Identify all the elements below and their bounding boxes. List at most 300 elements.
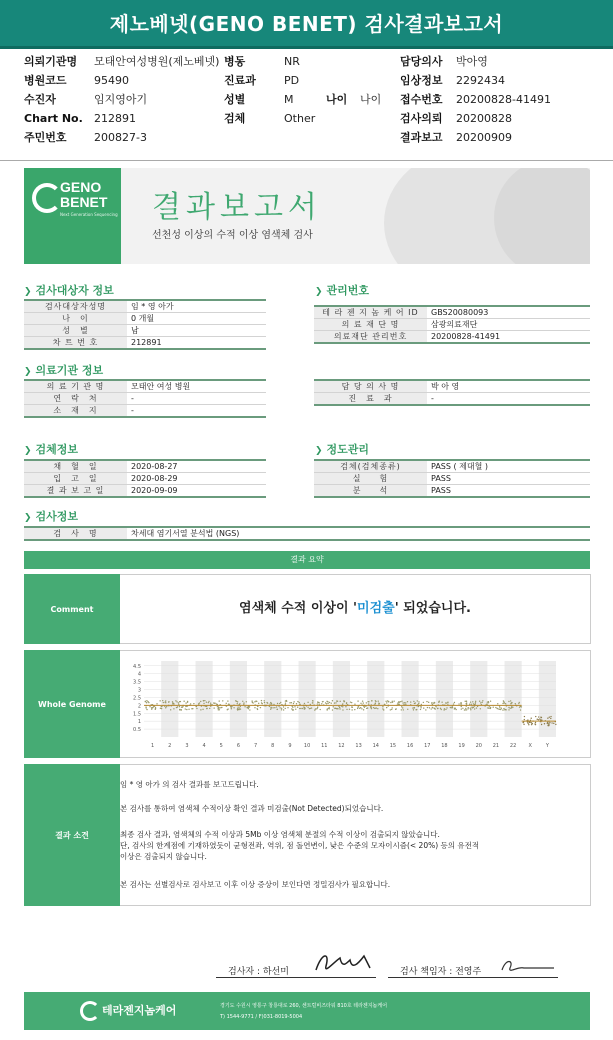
x-tick-label: 4	[202, 743, 206, 749]
data-point	[196, 708, 197, 709]
data-point	[418, 703, 419, 704]
data-point	[208, 702, 209, 703]
data-point	[549, 716, 550, 717]
header-value: 95490	[94, 74, 129, 87]
data-point	[190, 703, 191, 704]
chromosome-band	[196, 661, 213, 737]
data-point	[435, 706, 436, 707]
data-point	[246, 701, 247, 702]
data-point	[429, 707, 430, 708]
data-point	[437, 708, 438, 709]
arrow-icon: ❯	[24, 287, 32, 297]
data-point	[309, 708, 310, 709]
data-point	[400, 701, 401, 702]
x-tick-label: 6	[236, 743, 241, 749]
data-point	[188, 709, 189, 710]
chromosome-band	[367, 661, 384, 737]
data-point	[420, 709, 421, 710]
data-point	[227, 700, 228, 701]
section-institution: ❯ 의료기관 정보	[24, 364, 104, 377]
institution-table	[24, 379, 266, 418]
data-point	[490, 708, 491, 709]
y-tick-label: 4	[137, 671, 141, 678]
data-point	[280, 702, 281, 703]
data-point	[170, 709, 171, 710]
data-point	[239, 707, 240, 708]
data-point	[403, 709, 404, 710]
data-point	[502, 703, 503, 704]
data-point	[237, 706, 238, 707]
data-point	[286, 701, 287, 702]
data-point	[227, 709, 228, 710]
data-point	[304, 707, 305, 708]
data-point	[497, 703, 498, 704]
header-value: M	[284, 93, 294, 106]
data-point	[473, 703, 474, 704]
data-point	[480, 702, 481, 703]
data-point	[407, 701, 408, 702]
data-point	[475, 703, 476, 704]
data-point	[145, 701, 146, 702]
data-point	[147, 701, 148, 702]
table-row	[314, 380, 590, 393]
data-point	[470, 701, 471, 702]
data-point	[299, 702, 300, 703]
data-point	[431, 702, 432, 703]
data-point	[163, 702, 164, 703]
data-point	[423, 707, 424, 708]
data-point	[335, 708, 336, 709]
row-value: 0 개월	[127, 313, 266, 325]
header-value: 20200909	[456, 131, 512, 144]
logo-line2: BENET	[60, 194, 108, 210]
data-point	[349, 709, 350, 710]
header-value: 모태안여성병원(제노베넷)	[94, 55, 220, 68]
data-point	[375, 708, 376, 709]
data-point	[455, 708, 456, 709]
data-point	[509, 708, 510, 709]
data-point	[261, 700, 262, 701]
data-point	[176, 701, 177, 702]
data-point	[179, 709, 180, 710]
data-point	[490, 701, 491, 702]
data-point	[299, 708, 300, 709]
data-point	[555, 724, 556, 725]
data-point	[471, 707, 472, 708]
data-point	[527, 721, 528, 722]
data-point	[161, 708, 162, 709]
header-label: 병동	[224, 55, 246, 68]
data-point	[503, 708, 504, 709]
data-point	[500, 709, 501, 710]
arrow-icon: ❯	[24, 446, 32, 456]
data-point	[149, 706, 150, 707]
data-point	[502, 709, 503, 710]
data-point	[243, 704, 244, 705]
data-point	[550, 718, 551, 719]
row-value: PASS	[427, 485, 590, 498]
data-point	[351, 706, 352, 707]
table-row	[314, 473, 590, 485]
data-point	[342, 706, 343, 707]
data-point	[161, 706, 162, 707]
opinion-line: 본 검사는 선별검사로 검사보고 이후 이상 증상이 보인다면 정밀검사가 필요합니다.	[120, 880, 391, 889]
data-point	[325, 702, 326, 703]
row-value: 모태안 여성 병원	[127, 380, 266, 393]
data-point	[327, 703, 328, 704]
row-value: PASS ( 제대혈 )	[427, 460, 590, 473]
data-point	[317, 702, 318, 703]
data-point	[252, 702, 253, 703]
data-point	[511, 702, 512, 703]
opinion-line: 이상은 검출되지 않습니다.	[120, 852, 207, 861]
data-point	[446, 707, 447, 708]
data-point	[393, 700, 394, 701]
data-point	[185, 702, 186, 703]
specimen-table	[24, 459, 266, 498]
row-key: 담 당 의 사 명	[314, 380, 427, 393]
table-row	[24, 405, 266, 418]
header-divider	[0, 160, 613, 161]
data-point	[445, 709, 446, 710]
data-point	[297, 701, 298, 702]
header-value: 박아영	[456, 55, 488, 68]
data-point	[407, 709, 408, 710]
data-point	[402, 702, 403, 703]
data-point	[405, 702, 406, 703]
data-point	[495, 707, 496, 708]
data-point	[264, 700, 265, 701]
row-key: 성 별	[24, 325, 127, 337]
data-point	[487, 701, 488, 702]
data-point	[285, 708, 286, 709]
data-point	[283, 706, 284, 707]
row-key: 검사대상자성명	[24, 300, 127, 313]
data-point	[531, 724, 532, 725]
data-point	[434, 702, 435, 703]
y-tick-label: 0.5	[133, 727, 141, 734]
data-point	[468, 707, 469, 708]
data-point	[249, 709, 250, 710]
data-point	[465, 708, 466, 709]
data-point	[281, 709, 282, 710]
data-point	[550, 716, 551, 717]
data-point	[385, 701, 386, 702]
data-point	[439, 700, 440, 701]
age-label: 나이	[326, 93, 348, 106]
x-tick-label: 21	[492, 743, 500, 749]
section-subject: ❯ 검사대상자 정보	[24, 284, 114, 297]
data-point	[344, 701, 345, 702]
data-point	[200, 701, 201, 702]
header-label: 결과보고	[400, 131, 443, 144]
data-point	[551, 722, 552, 723]
data-point	[346, 709, 347, 710]
data-point	[279, 703, 280, 704]
data-point	[206, 702, 207, 703]
header-label: 수진자	[24, 93, 56, 106]
data-point	[354, 709, 355, 710]
data-point	[172, 701, 173, 702]
chromosome-band	[402, 661, 419, 737]
footer	[24, 992, 590, 1030]
data-point	[473, 707, 474, 708]
row-value: 2020-08-29	[127, 473, 266, 485]
table-row	[314, 485, 590, 498]
data-point	[538, 719, 539, 720]
qc-table	[314, 459, 590, 498]
data-point	[392, 707, 393, 708]
table-row	[24, 527, 590, 540]
data-point	[318, 703, 319, 704]
data-point	[350, 701, 351, 702]
data-point	[269, 706, 270, 707]
geno-benet-logo	[24, 168, 121, 264]
data-point	[334, 702, 335, 703]
data-point	[293, 703, 294, 704]
data-point	[329, 702, 330, 703]
data-point	[248, 708, 249, 709]
data-point	[178, 702, 179, 703]
data-point	[488, 702, 489, 703]
data-point	[413, 709, 414, 710]
data-point	[382, 706, 383, 707]
data-point	[432, 707, 433, 708]
data-point	[363, 702, 364, 703]
data-point	[328, 707, 329, 708]
data-point	[486, 703, 487, 704]
data-point	[193, 703, 194, 704]
data-point	[402, 707, 403, 708]
row-key: 입 고 일	[24, 473, 127, 485]
data-point	[388, 701, 389, 702]
data-point	[427, 707, 428, 708]
data-point	[391, 709, 392, 710]
data-point	[482, 700, 483, 701]
data-point	[166, 706, 167, 707]
row-key: 검체(검체종류)	[314, 460, 427, 473]
data-point	[185, 708, 186, 709]
data-point	[217, 708, 218, 709]
data-point	[146, 700, 147, 701]
x-tick-label: 20	[475, 743, 482, 749]
data-point	[202, 709, 203, 710]
data-point	[175, 700, 176, 701]
data-point	[474, 708, 475, 709]
header-value: 20200828-41491	[456, 93, 551, 106]
logo-subtext: Next Generation Sequencing	[60, 212, 118, 217]
data-point	[185, 706, 186, 707]
data-point	[173, 703, 174, 704]
data-point	[307, 707, 308, 708]
data-point	[489, 706, 490, 707]
data-point	[231, 708, 232, 709]
data-point	[208, 701, 209, 702]
genome-label: Whole Genome	[24, 650, 120, 758]
row-value: -	[127, 405, 266, 418]
data-point	[423, 702, 424, 703]
responsible-signature	[498, 954, 558, 978]
data-point	[257, 708, 258, 709]
x-tick-label: 11	[321, 743, 328, 749]
x-tick-label: 9	[288, 743, 292, 749]
data-point	[332, 700, 333, 701]
data-point	[373, 707, 374, 708]
subject-table	[24, 299, 266, 350]
data-point	[291, 708, 292, 709]
data-point	[333, 706, 334, 707]
data-point	[455, 709, 456, 710]
data-point	[401, 700, 402, 701]
data-point	[181, 706, 182, 707]
data-point	[168, 701, 169, 702]
data-point	[191, 708, 192, 709]
opinion-box	[120, 764, 591, 906]
chromosome-band	[470, 661, 487, 737]
row-key: 검 사 명	[24, 527, 127, 540]
data-point	[401, 709, 402, 710]
comment-highlight: 미검출	[357, 601, 395, 616]
whole-genome-plot	[130, 655, 570, 755]
table-row	[24, 485, 266, 498]
data-point	[294, 706, 295, 707]
data-point	[311, 707, 312, 708]
data-point	[540, 716, 541, 717]
data-point	[160, 708, 161, 709]
data-point	[165, 700, 166, 701]
data-point	[307, 702, 308, 703]
data-point	[277, 703, 278, 704]
data-point	[466, 709, 467, 710]
data-point	[383, 709, 384, 710]
data-point	[357, 700, 358, 701]
data-point	[239, 703, 240, 704]
data-point	[412, 707, 413, 708]
data-point	[237, 709, 238, 710]
data-point	[386, 707, 387, 708]
header-value: PD	[284, 74, 300, 87]
data-point	[368, 703, 369, 704]
row-value: GBS20080093	[427, 306, 590, 319]
data-point	[297, 706, 298, 707]
data-point	[213, 707, 214, 708]
row-key: 분 석	[314, 485, 427, 498]
data-point	[425, 709, 426, 710]
data-point	[186, 709, 187, 710]
x-tick-label: 12	[338, 743, 345, 749]
data-point	[255, 700, 256, 701]
x-tick-label: 14	[372, 743, 379, 749]
data-point	[204, 700, 205, 701]
y-tick-label: 1	[137, 719, 141, 726]
data-point	[233, 707, 234, 708]
data-point	[520, 709, 521, 710]
row-value: 박 아 영	[427, 380, 590, 393]
header-label: 진료과	[224, 74, 256, 87]
y-tick-label: 1.5	[133, 711, 141, 718]
data-point	[203, 703, 204, 704]
x-tick-label: 2	[168, 743, 172, 749]
row-key: 실 험	[314, 473, 427, 485]
data-point	[466, 702, 467, 703]
data-point	[508, 701, 509, 702]
data-point	[332, 709, 333, 710]
data-point	[156, 703, 157, 704]
data-point	[531, 718, 532, 719]
data-point	[361, 708, 362, 709]
row-value: 2020-08-27	[127, 460, 266, 473]
row-value: -	[127, 393, 266, 405]
data-point	[499, 706, 500, 707]
data-point	[351, 709, 352, 710]
row-value: 삼광의료재단	[427, 319, 590, 331]
data-point	[240, 706, 241, 707]
data-point	[182, 706, 183, 707]
data-point	[180, 709, 181, 710]
data-point	[399, 704, 400, 705]
data-point	[180, 701, 181, 702]
responsible-label: 검사 책임자 : 전영주	[400, 967, 482, 977]
data-point	[183, 701, 184, 702]
arrow-icon: ❯	[315, 446, 323, 456]
data-point	[535, 722, 536, 723]
data-point	[199, 702, 200, 703]
data-point	[173, 708, 174, 709]
data-point	[176, 707, 177, 708]
data-point	[519, 702, 520, 703]
row-key: 테 라 젠 지 놈 케 어 ID	[314, 306, 427, 319]
data-point	[155, 707, 156, 708]
data-point	[326, 701, 327, 702]
table-row	[314, 331, 590, 344]
data-point	[289, 702, 290, 703]
data-point	[471, 704, 472, 705]
data-point	[292, 707, 293, 708]
opinion-label: 결과 소견	[24, 764, 120, 906]
data-point	[219, 700, 220, 701]
data-point	[218, 706, 219, 707]
data-point	[203, 700, 204, 701]
data-point	[547, 723, 548, 724]
data-point	[354, 703, 355, 704]
data-point	[401, 706, 402, 707]
data-point	[210, 703, 211, 704]
data-point	[431, 708, 432, 709]
data-point	[420, 707, 421, 708]
data-point	[337, 708, 338, 709]
data-point	[360, 707, 361, 708]
row-value: 남	[127, 325, 266, 337]
section-test: ❯ 검사정보	[24, 510, 79, 523]
x-tick-label: 3	[185, 743, 189, 749]
data-point	[345, 706, 346, 707]
data-point	[328, 708, 329, 709]
data-point	[371, 700, 372, 701]
row-key: 소 재 지	[24, 405, 127, 418]
data-point	[283, 709, 284, 710]
data-point	[312, 700, 313, 701]
x-tick-label: 17	[424, 743, 431, 749]
age-value: 나이	[360, 93, 382, 106]
chromosome-band	[161, 661, 178, 737]
data-point	[371, 708, 372, 709]
data-point	[326, 703, 327, 704]
data-point	[281, 708, 282, 709]
row-value: 차세대 염기서열 분석법 (NGS)	[127, 527, 590, 540]
data-point	[339, 708, 340, 709]
data-point	[340, 701, 341, 702]
data-point	[235, 700, 236, 701]
